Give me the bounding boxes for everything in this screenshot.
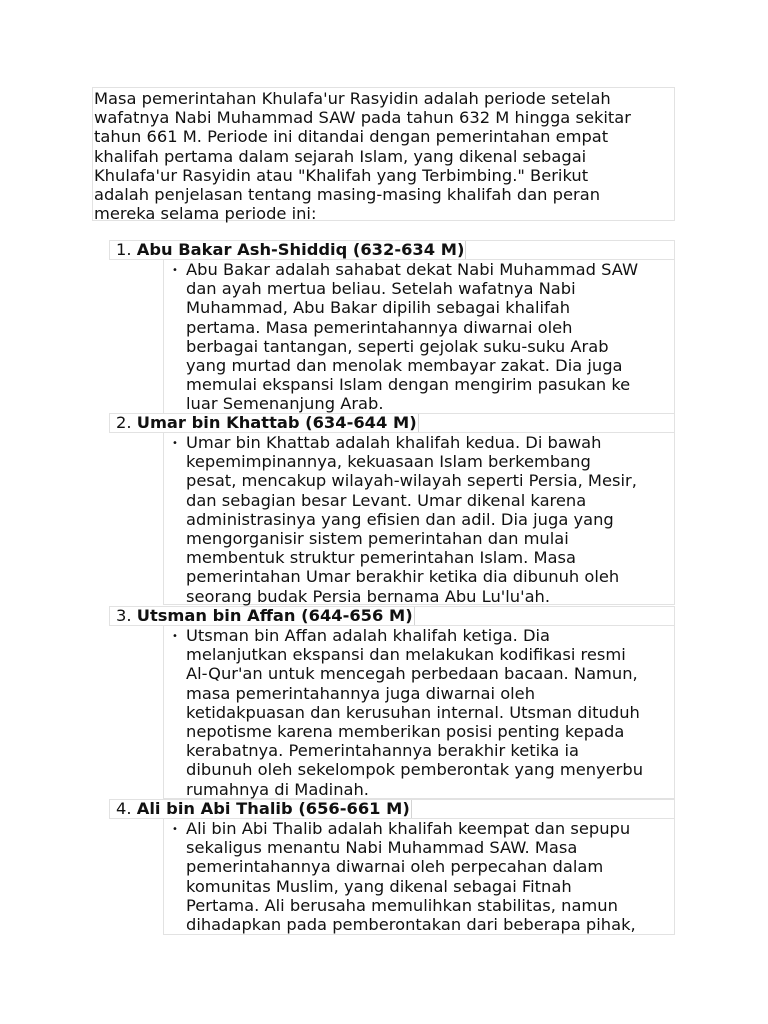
caliph-text	[186, 260, 674, 414]
text-line: kerabatnya. Pemerintahannya berakhir ketika ia	[186, 741, 579, 761]
text-line: berbagai tantangan, seperti gejolak suku-suku Arab	[186, 336, 609, 356]
text-line: dan sebagian besar Levant. Umar dikenal karena	[186, 490, 587, 510]
text-line: Pertama. Ali berusaha memulihkan stabilitas, namun	[186, 895, 618, 915]
list-number: 4.	[116, 799, 132, 818]
text-line: Utsman bin Affan adalah khalifah ketiga. Dia	[186, 626, 551, 645]
text-line: administrasinya yang efisien dan adil. Dia juga yang	[186, 509, 614, 529]
text-line: komunitas Muslim, yang dikenal sebagai Fitnah	[186, 876, 572, 896]
caliph-title: Abu Bakar Ash-Shiddiq (632-634 M)	[136, 240, 465, 259]
caliph-description-ali	[163, 819, 675, 935]
caliph-heading-abu-bakar	[109, 240, 675, 260]
text-line: kepemimpinannya, kekuasaan Islam berkembang	[186, 452, 591, 472]
bullet-icon: •	[172, 631, 178, 642]
bullet-icon: •	[172, 824, 178, 835]
bullet-icon: •	[172, 438, 178, 449]
text-line: ketidakpuasan dan kerusuhan internal. Utsman dituduh	[186, 702, 640, 722]
text-line: dan ayah mertua beliau. Setelah wafatnya Nabi	[186, 279, 576, 299]
text-line: dibunuh oleh sekelompok pemberontak yang menyerbu	[186, 760, 644, 780]
text-line: rumahnya di Madinah.	[186, 779, 369, 799]
text-line: pemerintahannya diwarnai oleh perpecahan dalam	[186, 857, 604, 877]
text-line: Abu Bakar adalah sahabat dekat Nabi Muhammad SAW	[186, 260, 639, 279]
caliph-heading-utsman	[109, 606, 675, 626]
text-line: melanjutkan ekspansi dan melakukan kodifikasi resmi	[186, 645, 626, 665]
text-line: Umar bin Khattab adalah khalifah kedua. Di bawah	[186, 433, 602, 452]
intro-line: Khulafa'ur Rasyidin atau "Khalifah yang Terbimbing." Berikut	[94, 165, 589, 185]
text-line: luar Semenanjung Arab.	[186, 394, 384, 414]
text-line: Ali bin Abi Thalib adalah khalifah keempat dan sepupu	[186, 819, 631, 838]
caliph-heading-ali	[109, 799, 675, 819]
caliph-title: Utsman bin Affan (644-656 M)	[136, 606, 413, 625]
caliph-text	[186, 819, 674, 934]
bullet-icon: •	[172, 265, 178, 276]
caliph-text	[186, 433, 674, 606]
caliph-title: Umar bin Khattab (634-644 M)	[136, 413, 417, 432]
text-line: yang murtad dan menolak membayar zakat. Dia juga	[186, 356, 623, 376]
list-number: 3.	[116, 606, 132, 625]
caliph-description-abu-bakar	[163, 260, 675, 414]
text-line: masa pemerintahannya juga diwarnai oleh	[186, 683, 536, 703]
caliph-heading-umar	[109, 413, 675, 433]
intro-line: khalifah pertama dalam sejarah Islam, yang dikenal sebagai	[94, 146, 587, 166]
list-number: 1.	[116, 240, 132, 259]
list-number: 2.	[116, 413, 132, 432]
text-line: membentuk struktur pemerintahan Islam. Masa	[186, 548, 576, 568]
text-line: pertama. Masa pemerintahannya diwarnai oleh	[186, 317, 573, 337]
caliph-description-utsman	[163, 626, 675, 799]
text-line: pesat, mencakup wilayah-wilayah seperti Persia, Mesir,	[186, 471, 637, 491]
text-line: seorang budak Persia bernama Abu Lu'lu'ah.	[186, 586, 551, 606]
text-line: Al-Qur'an untuk mencegah perbedaan bacaan. Namun,	[186, 664, 638, 684]
intro-line: Masa pemerintahan Khulafa'ur Rasyidin adalah periode setelah	[94, 89, 611, 108]
caliph-title: Ali bin Abi Thalib (656-661 M)	[136, 799, 410, 818]
text-line: dihadapkan pada pemberontakan dari beberapa pihak,	[186, 915, 636, 935]
caliph-description-umar	[163, 433, 675, 605]
intro-line: mereka selama periode ini:	[94, 204, 317, 224]
intro-line: tahun 661 M. Periode ini ditandai dengan pemerintahan empat	[94, 127, 609, 147]
text-line: sekaligus menantu Nabi Muhammad SAW. Masa	[186, 838, 578, 858]
text-line: memulai ekspansi Islam dengan mengirim pasukan ke	[186, 375, 631, 395]
intro-line: adalah penjelasan tentang masing-masing khalifah dan peran	[94, 185, 601, 205]
text-line: Muhammad, Abu Bakar dipilih sebagai khalifah	[186, 298, 571, 318]
caliph-text	[186, 626, 674, 799]
intro-paragraph	[92, 87, 675, 224]
intro-line: wafatnya Nabi Muhammad SAW pada tahun 632 M hingga sekitar	[94, 108, 631, 128]
text-line: pemerintahan Umar berakhir ketika dia dibunuh oleh	[186, 567, 620, 587]
text-line: nepotisme karena memberikan posisi penting kepada	[186, 722, 625, 742]
text-line: mengorganisir sistem pemerintahan dan mulai	[186, 529, 569, 549]
